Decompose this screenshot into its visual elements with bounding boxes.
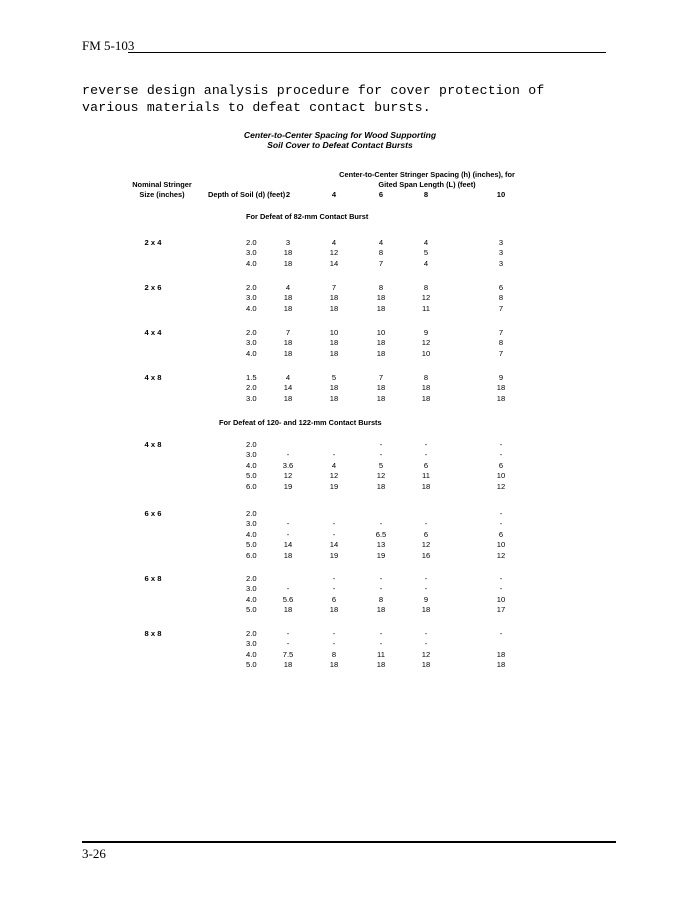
column-group-header	[318, 170, 536, 190]
spacing-value: 11	[422, 471, 430, 481]
spacing-value: -	[499, 574, 503, 583]
soil-depth: 5.0	[246, 660, 257, 670]
spacing-value: 18	[421, 660, 431, 670]
soil-depth: 5.0	[246, 605, 257, 615]
spacing-value: 4	[423, 258, 429, 268]
soil-depth: 2.0	[246, 383, 257, 393]
spacing-value: 7	[378, 258, 384, 268]
span-header: 2	[285, 190, 291, 199]
table-title	[150, 130, 530, 150]
spacing-value: -	[332, 529, 336, 539]
spacing-value: -	[499, 440, 503, 449]
spacing-value: 10	[496, 540, 506, 550]
spacing-value: -	[379, 440, 383, 449]
spacing-value: 18	[376, 481, 386, 491]
soil-depth: 3.0	[246, 584, 257, 594]
spacing-value: 18	[329, 348, 339, 358]
stringer-size: 4 x 8	[144, 373, 162, 382]
intro-line: reverse design analysis procedure for cover protection of	[82, 83, 545, 98]
spacing-value: 18	[283, 550, 293, 560]
spacing-value: 18	[329, 660, 339, 670]
spacing-value: -	[379, 639, 383, 649]
spacing-value: 14	[283, 540, 293, 550]
spacing-value: 8	[378, 594, 384, 604]
spacing-value: 12	[496, 550, 506, 560]
spacing-value: 3	[498, 248, 504, 258]
section-title: For Defeat of 82-mm Contact Burst	[246, 212, 369, 221]
soil-depth: 3.0	[246, 293, 257, 303]
spacing-value: 10	[496, 594, 506, 604]
spacing-value: -	[424, 450, 428, 460]
stringer-size: 6 x 8	[144, 574, 162, 583]
spacing-value: 18	[283, 393, 293, 403]
spacing-value: 4	[423, 238, 429, 247]
spacing-value: 12	[376, 471, 386, 481]
spacing-value: 19	[329, 481, 339, 491]
soil-depth: 2.0	[246, 238, 257, 247]
spacing-value: -	[424, 440, 428, 449]
soil-depth: 4.0	[246, 529, 257, 539]
spacing-value: 12	[421, 293, 431, 303]
spacing-value: 7	[498, 303, 504, 313]
soil-depth: 2.0	[246, 440, 257, 449]
spacing-value: 8	[423, 283, 429, 292]
spacing-value: -	[499, 519, 503, 529]
soil-depth: 2.0	[246, 328, 257, 337]
spacing-value: 6.5	[375, 529, 387, 539]
stringer-size-header-line: Size (inches)	[139, 190, 185, 199]
spacing-value: 18	[421, 481, 431, 491]
spacing-value: -	[424, 629, 428, 638]
spacing-value: 12	[421, 649, 431, 659]
spacing-value: 18	[329, 393, 339, 403]
spacing-value: 18	[283, 258, 293, 268]
spacing-value: 14	[283, 383, 293, 393]
soil-depth: 4.0	[246, 303, 257, 313]
spacing-value: 4	[378, 238, 384, 247]
spacing-value: 3	[498, 258, 504, 268]
spacing-value: 12	[283, 471, 293, 481]
spacing-value: 6	[498, 529, 504, 539]
spacing-value: -	[286, 584, 290, 594]
spacing-value: 11	[377, 649, 385, 659]
spacing-value: -	[424, 574, 428, 583]
spacing-value: 19	[329, 550, 339, 560]
spacing-value: 18	[376, 338, 386, 348]
span-header: 4	[331, 190, 337, 199]
spacing-value: 5	[331, 373, 337, 382]
spacing-value: 4	[285, 373, 291, 382]
spacing-value: 3.6	[282, 460, 294, 470]
spacing-value: 18	[421, 383, 431, 393]
spacing-value: 18	[496, 393, 506, 403]
soil-depth: 3.0	[246, 519, 257, 529]
spacing-value: 18	[283, 293, 293, 303]
spacing-value: 8	[498, 338, 504, 348]
spacing-value: 10	[496, 471, 506, 481]
column-group-header-line: Center-to-Center Stringer Spacing (h) (inches), for	[339, 170, 515, 179]
soil-depth: 4.0	[246, 594, 257, 604]
soil-depth: 2.0	[246, 574, 257, 583]
soil-depth: 4.0	[246, 348, 257, 358]
section-title: For Defeat of 120- and 122-mm Contact Bursts	[219, 418, 382, 427]
spacing-value: -	[499, 584, 503, 594]
spacing-value: 18	[283, 348, 293, 358]
span-header: 8	[423, 190, 429, 199]
spacing-value: 19	[376, 550, 386, 560]
spacing-value: 8	[331, 649, 337, 659]
spacing-value: 10	[421, 348, 431, 358]
spacing-value: -	[332, 639, 336, 649]
page-number: 3-26	[82, 846, 106, 861]
spacing-value: 5.6	[282, 594, 294, 604]
spacing-value: 18	[496, 383, 506, 393]
spacing-value: 12	[329, 248, 339, 258]
spacing-value: 18	[376, 660, 386, 670]
soil-depth: 3.0	[246, 450, 257, 460]
spacing-value: 18	[496, 660, 506, 670]
spacing-value: 18	[329, 338, 339, 348]
spacing-value: 18	[329, 303, 339, 313]
soil-depth: 5.0	[246, 471, 257, 481]
spacing-value: 12	[329, 471, 339, 481]
spacing-value: 7.5	[282, 649, 294, 659]
spacing-value: 8	[498, 293, 504, 303]
spacing-value: 4	[331, 238, 337, 247]
spacing-value: 10	[376, 328, 386, 337]
spacing-value: 18	[376, 393, 386, 403]
spacing-value: -	[286, 529, 290, 539]
spacing-value: 6	[498, 283, 504, 292]
soil-depth: 2.0	[246, 283, 257, 292]
spacing-value: -	[379, 574, 383, 583]
span-header: 6	[378, 190, 384, 199]
stringer-size-header	[112, 180, 212, 200]
spacing-value: 9	[423, 328, 429, 337]
spacing-value: 18	[421, 605, 431, 615]
spacing-value: 7	[498, 328, 504, 337]
spacing-value: -	[332, 629, 336, 638]
spacing-value: -	[332, 519, 336, 529]
spacing-value: 18	[421, 393, 431, 403]
intro-line: various materials to defeat contact bursts.	[82, 100, 431, 115]
footer-rule	[82, 841, 616, 843]
soil-depth: 3.0	[246, 338, 257, 348]
spacing-value: 18	[283, 303, 293, 313]
column-group-header-line: Gited Span Length (L) (feet)	[378, 180, 476, 189]
soil-depth: 3.0	[246, 639, 257, 649]
spacing-value: -	[424, 519, 428, 529]
soil-depth: 4.0	[246, 258, 257, 268]
spacing-value: -	[286, 450, 290, 460]
table-title-line: Center-to-Center Spacing for Wood Supporting	[243, 130, 437, 140]
spacing-value: 12	[421, 338, 431, 348]
soil-depth: 2.0	[246, 509, 257, 518]
spacing-value: -	[379, 519, 383, 529]
spacing-value: 4	[285, 283, 291, 292]
spacing-value: 18	[283, 605, 293, 615]
soil-depth: 4.0	[246, 460, 257, 470]
spacing-value: 18	[283, 338, 293, 348]
spacing-value: 18	[376, 383, 386, 393]
spacing-value: -	[332, 450, 336, 460]
spacing-value: 6	[423, 529, 429, 539]
spacing-value: -	[286, 639, 290, 649]
spacing-value: -	[499, 509, 503, 518]
spacing-value: 8	[378, 248, 384, 258]
spacing-value: 5	[378, 460, 384, 470]
spacing-value: -	[332, 574, 336, 583]
spacing-value: 6	[423, 460, 429, 470]
spacing-value: 18	[283, 248, 293, 258]
spacing-value: 13	[376, 540, 386, 550]
spacing-value: 18	[329, 293, 339, 303]
soil-depth: 4.0	[246, 649, 257, 659]
spacing-value: 9	[423, 594, 429, 604]
soil-depth: 3.0	[246, 248, 257, 258]
stringer-size: 4 x 8	[144, 440, 162, 449]
spacing-value: 18	[376, 303, 386, 313]
soil-depth: 3.0	[246, 393, 257, 403]
spacing-value: 18	[496, 649, 506, 659]
header-rule	[128, 52, 606, 53]
stringer-size: 6 x 6	[144, 509, 162, 518]
spacing-value: 14	[329, 258, 339, 268]
spacing-value: 12	[496, 481, 506, 491]
spacing-value: 16	[421, 550, 431, 560]
depth-header: Depth of Soil (d) (feet)	[208, 190, 286, 199]
spacing-value: 18	[329, 383, 339, 393]
spacing-value: 5	[423, 248, 429, 258]
table-title-line: Soil Cover to Defeat Contact Bursts	[267, 140, 413, 150]
spacing-value: 19	[283, 481, 293, 491]
spacing-value: 17	[496, 605, 506, 615]
spacing-value: 8	[423, 373, 429, 382]
stringer-size: 8 x 8	[144, 629, 162, 638]
spacing-value: 7	[498, 348, 504, 358]
spacing-value: 14	[329, 540, 339, 550]
spacing-value: -	[332, 584, 336, 594]
spacing-value: 9	[498, 373, 504, 382]
spacing-value: -	[379, 450, 383, 460]
spacing-value: 18	[329, 605, 339, 615]
spacing-value: 6	[331, 594, 337, 604]
soil-depth: 5.0	[246, 540, 257, 550]
spacing-value: -	[286, 519, 290, 529]
intro-paragraph	[82, 82, 545, 116]
spacing-value: 18	[376, 605, 386, 615]
spacing-value: -	[499, 450, 503, 460]
spacing-value: -	[286, 629, 290, 638]
spacing-value: 8	[378, 283, 384, 292]
stringer-size: 4 x 4	[144, 328, 162, 337]
running-header-title: FM 5-103	[82, 38, 135, 53]
spacing-value: 18	[376, 293, 386, 303]
spacing-value: -	[499, 629, 503, 638]
spacing-value: 12	[421, 540, 431, 550]
spacing-value: 7	[378, 373, 384, 382]
spacing-value: 7	[331, 283, 337, 292]
span-header: 10	[496, 190, 506, 199]
spacing-value: 4	[331, 460, 337, 470]
stringer-size-header-line: Nominal Stringer	[132, 180, 192, 189]
spacing-value: 10	[329, 328, 339, 337]
spacing-value: 18	[283, 660, 293, 670]
stringer-size: 2 x 6	[144, 283, 162, 292]
spacing-value: 11	[422, 303, 430, 313]
soil-depth: 2.0	[246, 629, 257, 638]
stringer-size: 2 x 4	[144, 238, 162, 247]
spacing-value: -	[424, 584, 428, 594]
spacing-value: -	[424, 639, 428, 649]
soil-depth: 1.5	[246, 373, 257, 382]
spacing-value: -	[379, 584, 383, 594]
spacing-value: 18	[376, 348, 386, 358]
soil-depth: 6.0	[246, 550, 257, 560]
soil-depth: 6.0	[246, 481, 257, 491]
spacing-value: -	[379, 629, 383, 638]
spacing-value: 6	[498, 460, 504, 470]
spacing-value: 7	[285, 328, 291, 337]
spacing-value: 3	[498, 238, 504, 247]
spacing-value: 3	[285, 238, 291, 247]
